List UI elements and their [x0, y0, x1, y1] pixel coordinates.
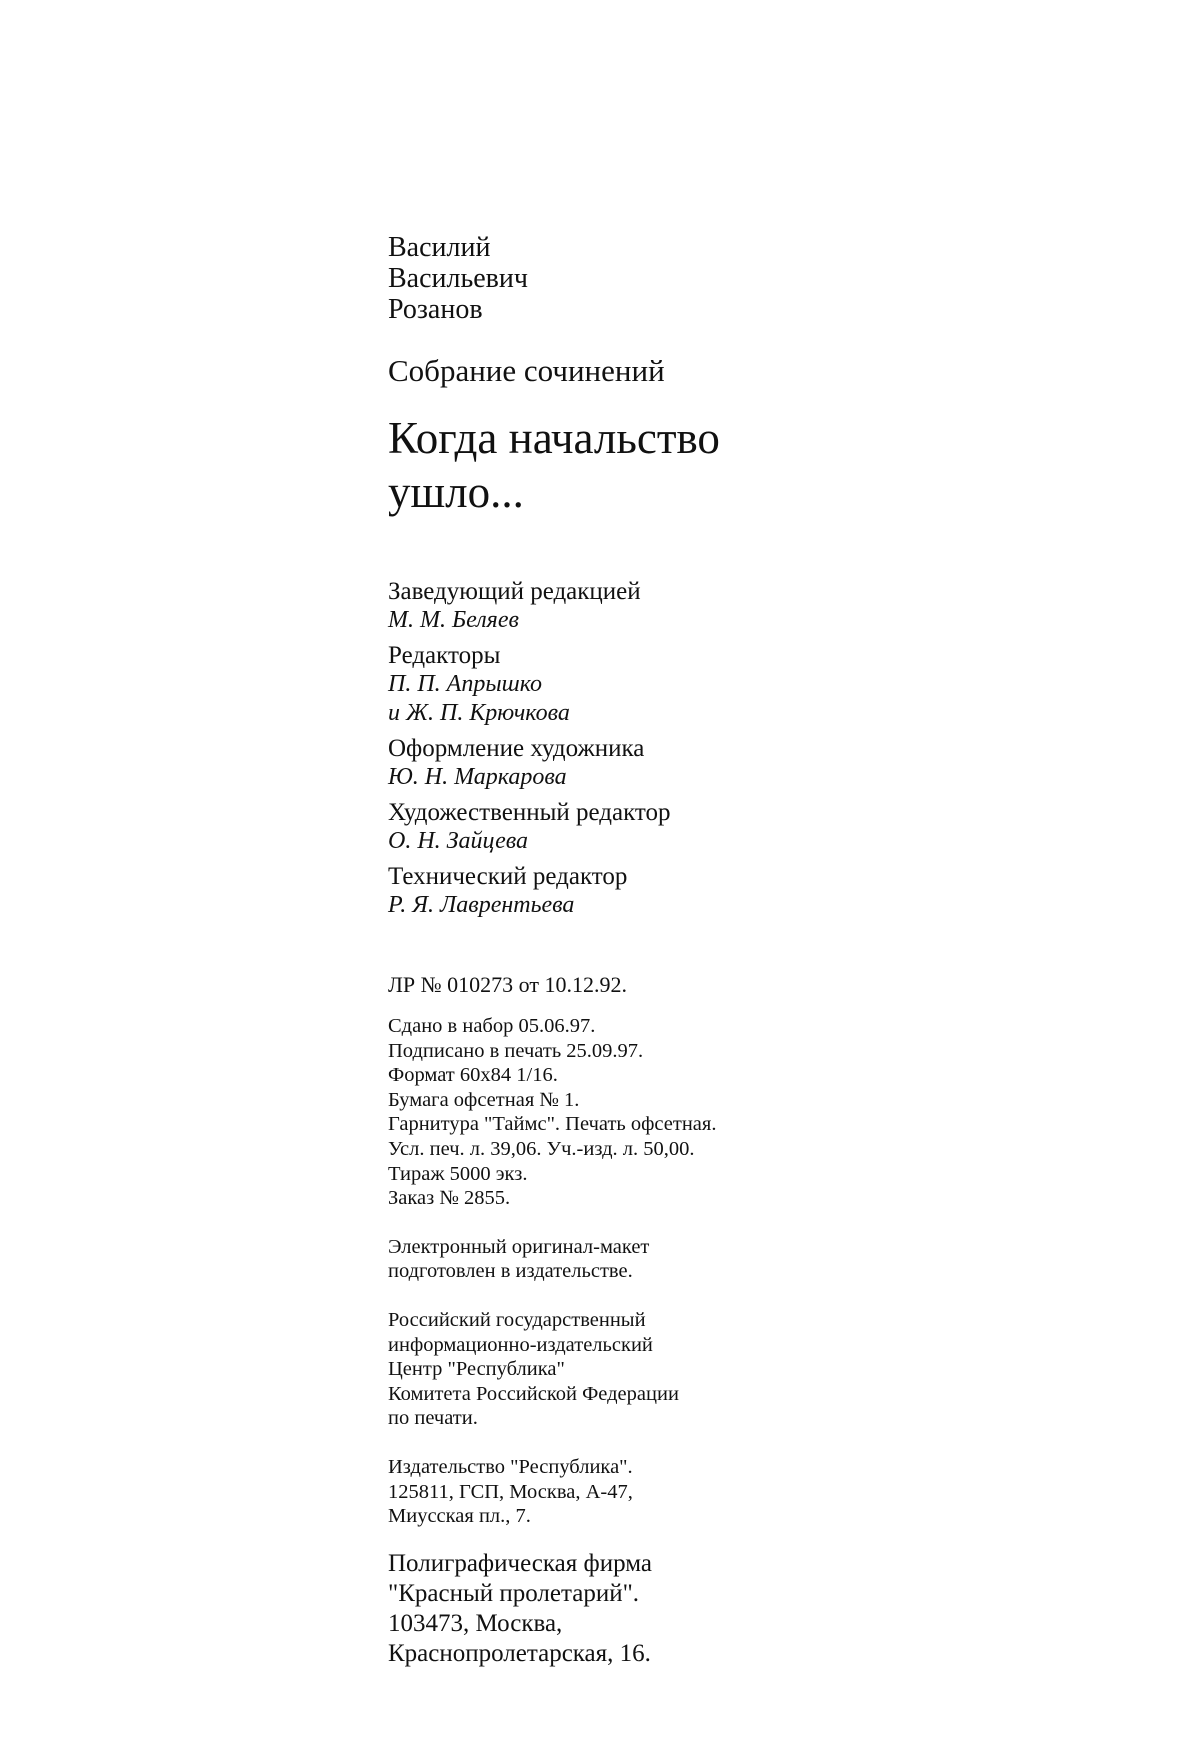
- publisher-line: 125811, ГСП, Москва, А-47,: [388, 1480, 633, 1503]
- credit-block: [388, 641, 1148, 728]
- book-title-line-1: Когда начальство: [388, 413, 720, 463]
- credit-block: [388, 862, 1148, 920]
- credit-block: [388, 798, 1148, 856]
- publisher-center-line: Российский государственный: [388, 1308, 646, 1331]
- credit-role: Оформление художника: [388, 735, 645, 762]
- credit-role: Редакторы: [388, 642, 501, 669]
- publisher-line: Миусская пл., 7.: [388, 1505, 531, 1528]
- printer-line: 103473, Москва,: [388, 1609, 563, 1637]
- publisher-center-line: Центр "Республика": [388, 1358, 565, 1381]
- imprint-line: Гарнитура "Таймс". Печать офсетная.: [388, 1113, 717, 1136]
- printer-line: "Красный пролетарий".: [388, 1579, 640, 1607]
- imprint-details: [388, 1014, 1148, 1211]
- book-title: [388, 411, 1148, 519]
- author-first-name: Василий: [388, 232, 491, 263]
- printer-line: Полиграфическая фирма: [388, 1549, 652, 1577]
- credit-role: Технический редактор: [388, 863, 628, 890]
- license-number: ЛР № 010273 от 10.12.92.: [388, 972, 627, 997]
- credit-block: [388, 577, 1148, 635]
- credit-role: Художественный редактор: [388, 799, 671, 826]
- colophon-page: [388, 232, 1148, 1669]
- credit-block: [388, 734, 1148, 792]
- printer-address: [388, 1549, 1148, 1669]
- layout-note: [388, 1235, 1148, 1284]
- publisher-line: Издательство "Республика".: [388, 1455, 633, 1478]
- imprint-line: Сдано в набор 05.06.97.: [388, 1015, 596, 1037]
- publisher-address: [388, 1455, 1148, 1529]
- credits-list: [388, 577, 1148, 920]
- credit-name: О. Н. Зайцева: [388, 828, 529, 854]
- credit-role: Заведующий редакцией: [388, 578, 641, 605]
- series-title: Собрание сочинений: [388, 353, 665, 388]
- author-patronymic: Васильевич: [388, 263, 528, 294]
- imprint-line: Усл. печ. л. 39,06. Уч.-изд. л. 50,00.: [388, 1137, 695, 1160]
- imprint-line: Подписано в печать 25.09.97.: [388, 1039, 644, 1062]
- printer-line: Краснопролетарская, 16.: [388, 1639, 651, 1667]
- layout-note-line: Электронный оригинал-макет: [388, 1235, 650, 1258]
- credit-name: и Ж. П. Крючкова: [388, 700, 570, 726]
- author-last-name: Розанов: [388, 294, 483, 325]
- credit-name: П. П. Апрышко: [388, 671, 543, 697]
- imprint-line: Заказ № 2855.: [388, 1187, 511, 1210]
- imprint-line: Формат 60x84 1/16.: [388, 1064, 558, 1087]
- layout-note-line: подготовлен в издательстве.: [388, 1260, 633, 1283]
- publisher-center-line: информационно-издательский: [388, 1333, 653, 1356]
- credit-name: Ю. Н. Маркарова: [388, 764, 567, 790]
- credit-name: М. М. Беляев: [388, 607, 519, 633]
- book-title-line-2: ушло...: [388, 467, 524, 517]
- credit-name: Р. Я. Лаврентьева: [388, 892, 575, 918]
- publisher-center: [388, 1308, 1148, 1431]
- publisher-center-line: по печати.: [388, 1407, 478, 1430]
- imprint-line: Тираж 5000 экз.: [388, 1162, 528, 1185]
- author-name: [388, 232, 1148, 325]
- publisher-center-line: Комитета Российской Федерации: [388, 1382, 679, 1405]
- imprint-line: Бумага офсетная № 1.: [388, 1088, 580, 1111]
